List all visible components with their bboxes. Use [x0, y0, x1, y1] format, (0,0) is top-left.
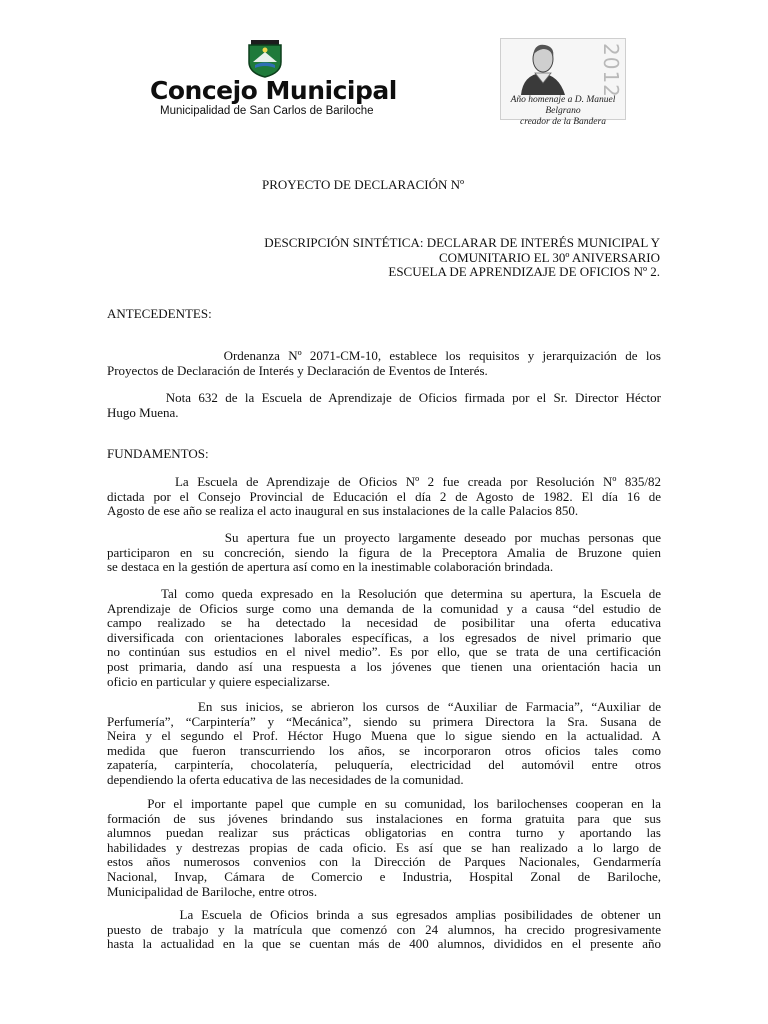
- text-line: Proyectos de Declaración de Interés y Declaración de Eventos de Interés.: [107, 362, 488, 378]
- fundamento-paragraph: [107, 475, 661, 519]
- text-line: campo realizado se ha detectado la necesidad de posibilitar una oferta educativa: [107, 615, 661, 631]
- text-line: Aprendizaje de Oficios surge como una demanda de la comunidad y a causa “del estudio de: [107, 600, 661, 616]
- text-line: Por el importante papel que cumple en su comunidad, los barilochenses cooperan en la: [107, 796, 661, 811]
- text-line: En sus inicios, se abrieron los cursos de “Auxiliar de Farmacia”, “Auxiliar de: [107, 699, 661, 714]
- fundamento-paragraph: [107, 908, 661, 952]
- document-title: PROYECTO DE DECLARACIÓN Nº: [262, 177, 465, 192]
- text-line: puesto de trabajo y la matrícula que comenzó con 24 alumnos, ha crecido progresivamente: [107, 921, 661, 937]
- fundamento-paragraph: [107, 531, 661, 575]
- belgrano-emblem: [500, 38, 626, 127]
- council-name: Concejo Municipal: [150, 76, 397, 105]
- text-line: Neira y el segundo el Prof. Héctor Hugo Muena que lo sigue siendo en la actualidad. A: [107, 728, 661, 744]
- antecedente-paragraph: [107, 349, 661, 378]
- antecedente-paragraph: [107, 391, 661, 420]
- text-line: oficio en particular y quiere especializarse.: [107, 673, 331, 689]
- council-logo: [150, 40, 397, 120]
- text-line: Agosto de ese año se realiza el acto inaugural en sus instalaciones de la calle Palacios 850.: [107, 503, 579, 519]
- fundamentos-heading: FUNDAMENTOS:: [107, 446, 209, 461]
- year-label: 2012: [599, 43, 623, 98]
- text-line: dictada por el Consejo Provincial de Educación el día 2 de Agosto de 1982. El día 16 de: [107, 488, 661, 504]
- text-line: post primaria, dando así una respuesta a los jóvenes que tienen una orientación hacia un: [107, 658, 661, 674]
- description-line: ESCUELA DE APRENDIZAJE DE OFICIOS Nº 2.: [388, 264, 660, 279]
- homage-line: Año homenaje a D. Manuel Belgrano: [510, 95, 616, 116]
- antecedentes-heading: ANTECEDENTES:: [107, 306, 212, 321]
- text-line: participaron en su concreción, siendo la figura de la Preceptora Amalia de Bruzone quien: [107, 544, 661, 560]
- text-line: habilidades y destrezas propias de cada oficio. Es así que se han realizado a lo largo de: [107, 839, 661, 855]
- crest-icon: [245, 40, 285, 78]
- text-line: Su apertura fue un proyecto largamente deseado por muchas personas que: [107, 530, 661, 545]
- text-line: Hugo Muena.: [107, 404, 179, 420]
- text-line: Nota 632 de la Escuela de Aprendizaje de Oficios firmada por el Sr. Director Héctor: [107, 390, 661, 405]
- fundamento-paragraph: [107, 587, 661, 689]
- homage-text: [501, 95, 625, 128]
- text-line: no continúan sus estudios en el nivel medio”. Es por ello, que se trata de una certificación: [107, 644, 661, 660]
- text-line: La Escuela de Aprendizaje de Oficios Nº 2 fue creada por Resolución Nº 835/82: [107, 474, 661, 489]
- text-line: La Escuela de Oficios brinda a sus egresados amplias posibilidades de obtener un: [107, 907, 661, 922]
- description-line: DESCRIPCIÓN SINTÉTICA: DECLARAR DE INTERÉS MUNICIPAL Y: [264, 235, 660, 250]
- text-line: se destaca en la gestión de apertura así como en la inestimable colaboración brindada.: [107, 559, 554, 575]
- text-line: Perfumería”, “Carpintería” y “Mecánica”, siendo su primera Directora la Sra. Susana de: [107, 713, 661, 729]
- text-line: Municipalidad de Bariloche, entre otros.: [107, 883, 318, 899]
- fundamento-paragraph: [107, 797, 661, 899]
- text-line: alumnos puedan realizar sus prácticas obligatorias en contra turno y aportando las: [107, 825, 661, 841]
- description-line: COMUNITARIO EL 30º ANIVERSARIO: [439, 249, 660, 265]
- text-line: Ordenanza Nº 2071-CM-10, establece los requisitos y jerarquización de los: [107, 348, 661, 363]
- text-line: diversificada con orientaciones laborales específicas, a los egresados de nivel primario que: [107, 629, 661, 645]
- council-subtitle: Municipalidad de San Carlos de Bariloche: [160, 105, 374, 117]
- homage-line: creador de la Bandera: [520, 117, 606, 127]
- text-line: dependiendo la oferta educativa de las necesidades de la comunidad.: [107, 771, 464, 787]
- fundamento-paragraph: [107, 700, 661, 788]
- text-line: hasta la actualidad en la que se cuentan más de 400 alumnos, divididos en el presente año: [107, 936, 661, 952]
- text-line: medida que fueron transcurriendo los años, se incorporaron otros oficios tales como: [107, 742, 661, 758]
- text-line: Nacional, Invap, Cámara de Comercio e Industria, Hospital Zonal de Bariloche,: [107, 868, 661, 884]
- text-line: estos años numerosos convenios con la Dirección de Parques Nacionales, Gendarmería: [107, 854, 661, 870]
- text-line: Tal como queda expresado en la Resolución que determina su apertura, la Escuela de: [107, 586, 661, 601]
- synthetic-description: [200, 236, 660, 280]
- text-line: formación de sus jóvenes brindando sus instalaciones en forma gratuita para que sus: [107, 810, 661, 826]
- text-line: zapatería, carpintería, chocolatería, peluquería, electricidad del automóvil entre otros: [107, 757, 661, 773]
